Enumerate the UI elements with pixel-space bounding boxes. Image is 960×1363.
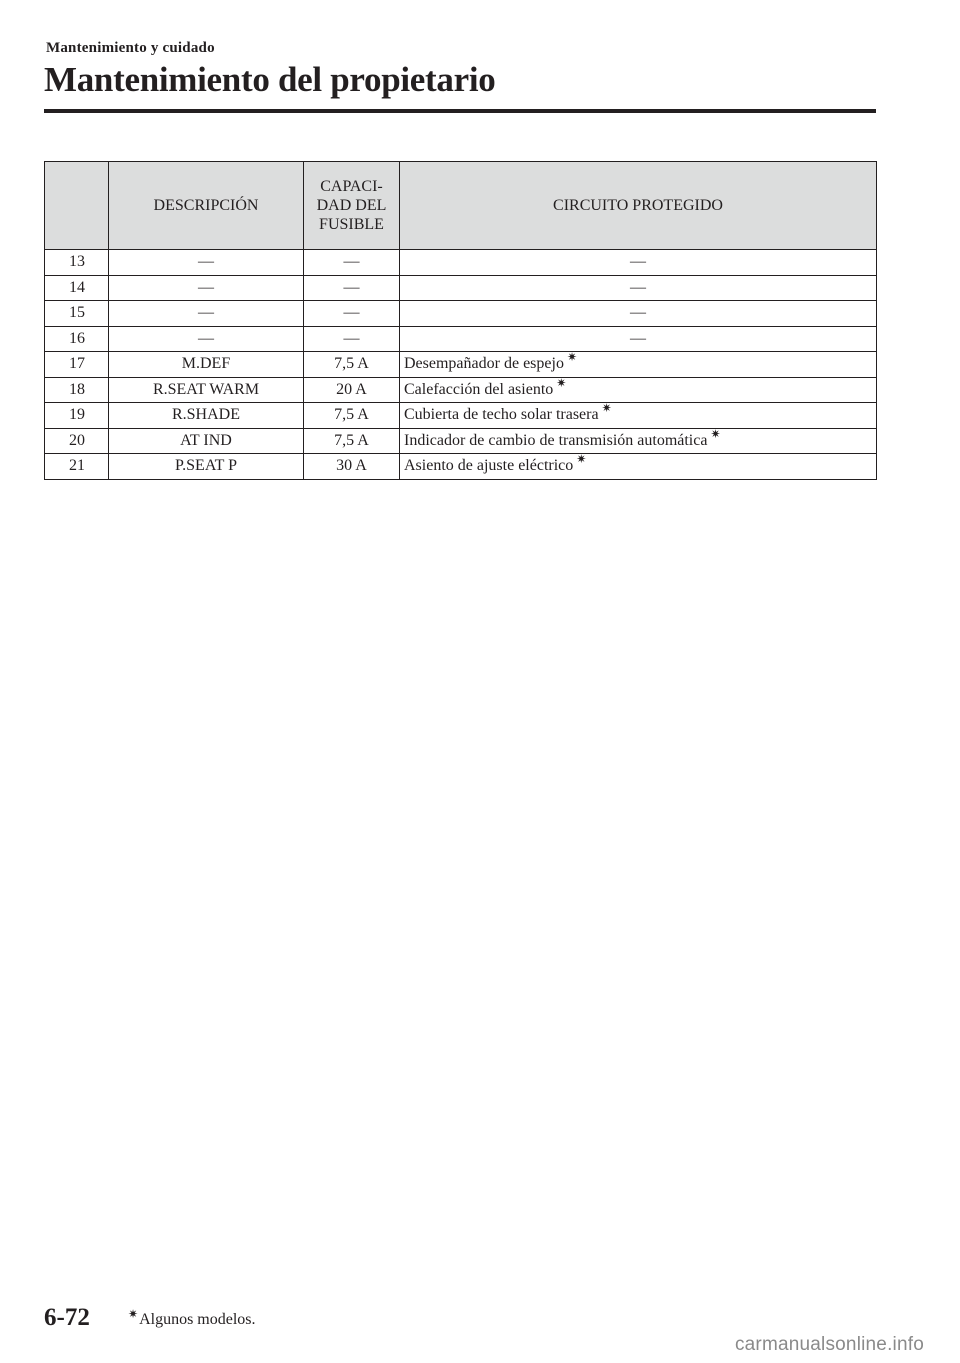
some-models-star-icon: ✷	[576, 452, 587, 467]
fuse-description: R.SEAT WARM	[109, 377, 304, 403]
fuse-description: P.SEAT P	[109, 454, 304, 480]
title-rule	[44, 109, 876, 113]
footnote-star-icon: ✷	[128, 1307, 139, 1321]
page-title: Mantenimiento del propietario	[44, 60, 496, 99]
fuse-capacity: —	[304, 301, 400, 327]
protected-circuit	[400, 250, 877, 276]
table-row	[45, 326, 877, 352]
protected-circuit-text: —	[630, 304, 646, 322]
protected-circuit	[400, 352, 877, 378]
fuse-number: 18	[45, 377, 109, 403]
protected-circuit-text: —	[630, 278, 646, 296]
fuse-number: 14	[45, 275, 109, 301]
fuse-number: 19	[45, 403, 109, 429]
fuse-capacity: 7,5 A	[304, 403, 400, 429]
protected-circuit	[400, 275, 877, 301]
watermark: carmanualsonline.info	[734, 1334, 924, 1355]
table-row	[45, 250, 877, 276]
fuse-capacity: 30 A	[304, 454, 400, 480]
protected-circuit-text: —	[630, 253, 646, 271]
protected-circuit-text: Cubierta de techo solar trasera	[404, 406, 599, 424]
some-models-star-icon: ✷	[566, 350, 577, 365]
protected-circuit-text: —	[630, 329, 646, 347]
fuse-description: R.SHADE	[109, 403, 304, 429]
table-header-row	[45, 162, 877, 250]
some-models-star-icon: ✷	[710, 426, 721, 441]
protected-circuit	[400, 428, 877, 454]
header-circuit: CIRCUITO PROTEGIDO	[400, 162, 877, 250]
protected-circuit-text: Calefacción del asiento	[404, 380, 554, 398]
table-row	[45, 403, 877, 429]
table-row	[45, 454, 877, 480]
table-row	[45, 352, 877, 378]
fuse-table	[44, 161, 877, 480]
fuse-number: 20	[45, 428, 109, 454]
protected-circuit-text: Desempañador de espejo	[404, 355, 564, 373]
fuse-capacity: 7,5 A	[304, 352, 400, 378]
header-capacity: CAPACI- DAD DEL FUSIBLE	[304, 162, 400, 250]
fuse-capacity: —	[304, 275, 400, 301]
page-number: 6-72	[44, 1304, 90, 1331]
protected-circuit-text: Asiento de ajuste eléctrico	[404, 457, 574, 475]
fuse-description: —	[109, 326, 304, 352]
fuse-number: 17	[45, 352, 109, 378]
protected-circuit	[400, 403, 877, 429]
fuse-number: 13	[45, 250, 109, 276]
table-row	[45, 377, 877, 403]
protected-circuit	[400, 301, 877, 327]
some-models-star-icon: ✷	[556, 375, 567, 390]
fuse-capacity: 7,5 A	[304, 428, 400, 454]
table-row	[45, 301, 877, 327]
fuse-description: —	[109, 301, 304, 327]
fuse-number: 15	[45, 301, 109, 327]
protected-circuit	[400, 326, 877, 352]
fuse-number: 16	[45, 326, 109, 352]
fuse-capacity: —	[304, 326, 400, 352]
protected-circuit	[400, 454, 877, 480]
fuse-description: M.DEF	[109, 352, 304, 378]
fuse-description: —	[109, 250, 304, 276]
fuse-capacity: 20 A	[304, 377, 400, 403]
fuse-capacity: —	[304, 250, 400, 276]
table-row	[45, 428, 877, 454]
fuse-description: —	[109, 275, 304, 301]
protected-circuit-text: Indicador de cambio de transmisión automática	[404, 431, 708, 449]
footnote	[128, 1307, 256, 1333]
header-description: DESCRIPCIÓN	[109, 162, 304, 250]
section-label: Mantenimiento y cuidado	[46, 40, 215, 56]
protected-circuit	[400, 377, 877, 403]
fuse-description: AT IND	[109, 428, 304, 454]
fuse-number: 21	[45, 454, 109, 480]
some-models-star-icon: ✷	[601, 401, 612, 416]
footnote-text: Algunos modelos.	[139, 1311, 256, 1328]
header-number	[45, 162, 109, 250]
table-row	[45, 275, 877, 301]
